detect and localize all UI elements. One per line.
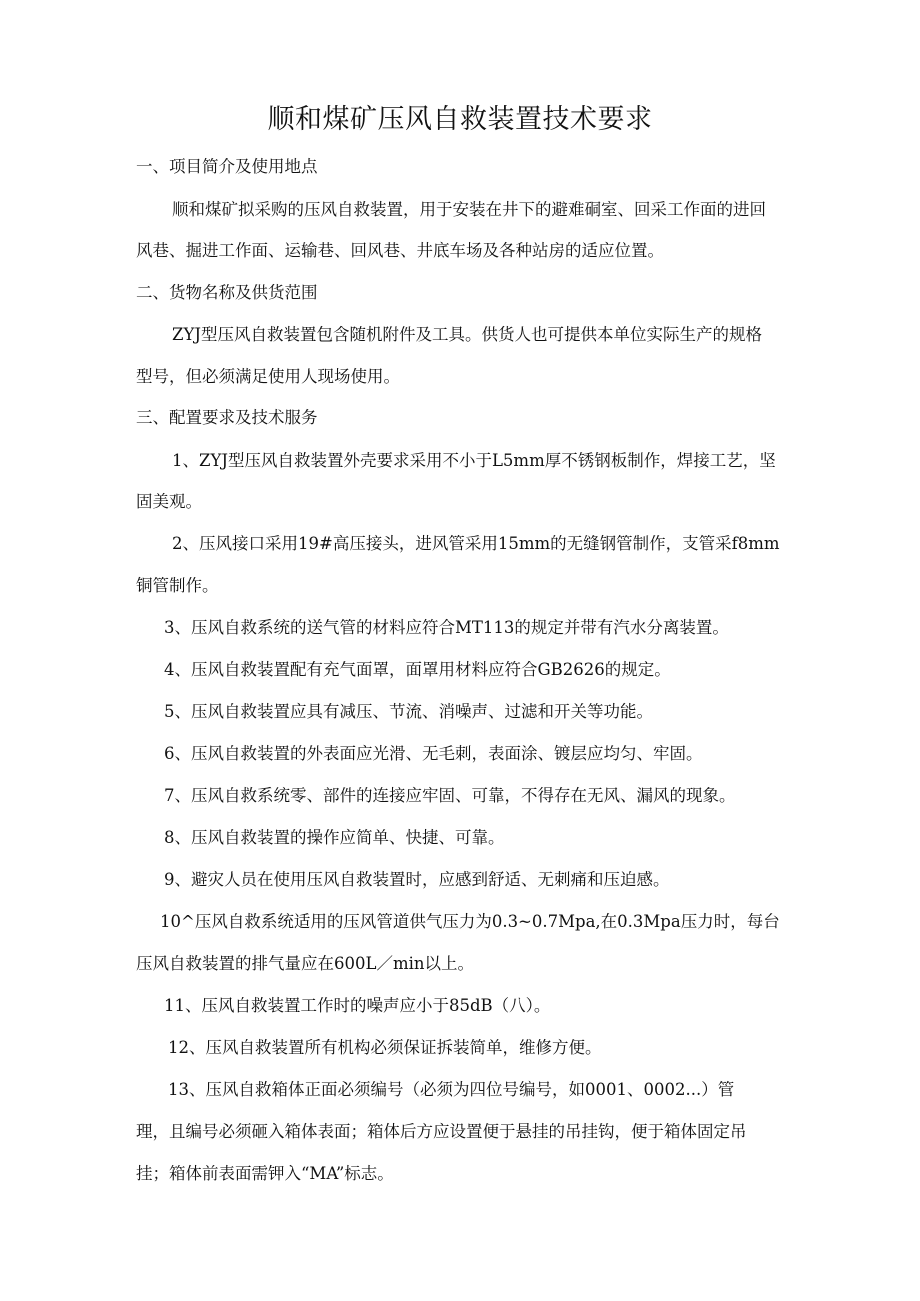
item-6: 6、压风自救装置的外表面应光滑、无毛刺，表面涂、镀层应均匀、牢固。 — [164, 744, 703, 763]
item-9: 9、避灾人员在使用压风自救装置时，应感到舒适、无刺痛和压迫感。 — [164, 870, 670, 889]
item-5: 5、压风自救装置应具有减压、节流、消噪声、过滤和开关等功能。 — [164, 702, 653, 721]
item-1-line-1: 1、ZYJ型压风自救装置外壳要求采用不小于L5mm厚不锈钢板制作，焊接工艺，坚 — [172, 451, 776, 470]
item-4: 4、压风自救装置配有充气面罩，面罩用材料应符合GB2626的规定。 — [164, 660, 671, 679]
item-2-line-1: 2、压风接口采用19#高压接头，进风管采用15mm的无缝钢管制作，支管采f8mm — [172, 534, 780, 553]
section-3-heading: 三、配置要求及技术服务 — [136, 408, 318, 427]
item-7: 7、压风自救系统零、部件的连接应牢固、可靠，不得存在无风、漏风的现象。 — [164, 786, 736, 805]
document-title: 顺和煤矿压风自救装置技术要求 — [267, 104, 653, 135]
section-2-heading: 二、货物名称及供货范围 — [136, 283, 318, 302]
section-1-paragraph-line-2: 风巷、掘进工作面、运输巷、回风巷、井底车场及各种站房的适应位置。 — [136, 241, 664, 260]
item-2-line-2: 铜管制作。 — [136, 576, 219, 595]
item-11: 11、压风自救装置工作时的噪声应小于85dB（八）。 — [164, 996, 551, 1015]
section-2-paragraph-line-2: 型号，但必须满足使用人现场使用。 — [136, 367, 400, 386]
section-1-heading: 一、项目简介及使用地点 — [136, 157, 318, 176]
item-13-line-3: 挂；箱体前表面需钾入“MA”标志。 — [136, 1164, 394, 1183]
item-8: 8、压风自救装置的操作应简单、快捷、可靠。 — [164, 828, 505, 847]
item-10-line-2: 压风自救装置的排气量应在600L／min以上。 — [136, 954, 475, 973]
item-10-line-1: 10^压风自救系统适用的压风管道供气压力为0.3~0.7Mpa,在0.3Mpa压力时，每台 — [160, 912, 780, 931]
item-3: 3、压风自救系统的送气管的材料应符合MT113的规定并带有汽水分离装置。 — [164, 618, 729, 637]
section-2-paragraph-line-1: ZYJ型压风自救装置包含随机附件及工具。供货人也可提供本单位实际生产的规格 — [172, 325, 762, 344]
item-13-line-2: 理，且编号必须砸入箱体表面；箱体后方应设置便于悬挂的吊挂钩，便于箱体固定吊 — [136, 1122, 747, 1141]
item-1-line-2: 固美观。 — [136, 492, 202, 511]
section-1-paragraph-line-1: 顺和煤矿拟采购的压风自救装置，用于安装在井下的避难硐室、回采工作面的进回 — [172, 200, 766, 219]
item-12: 12、压风自救装置所有机构必须保证拆装简单，维修方便。 — [168, 1038, 602, 1057]
item-13-line-1: 13、压风自救箱体正面必须编号（必须为四位号编号，如0001、0002...）管 — [168, 1080, 735, 1099]
